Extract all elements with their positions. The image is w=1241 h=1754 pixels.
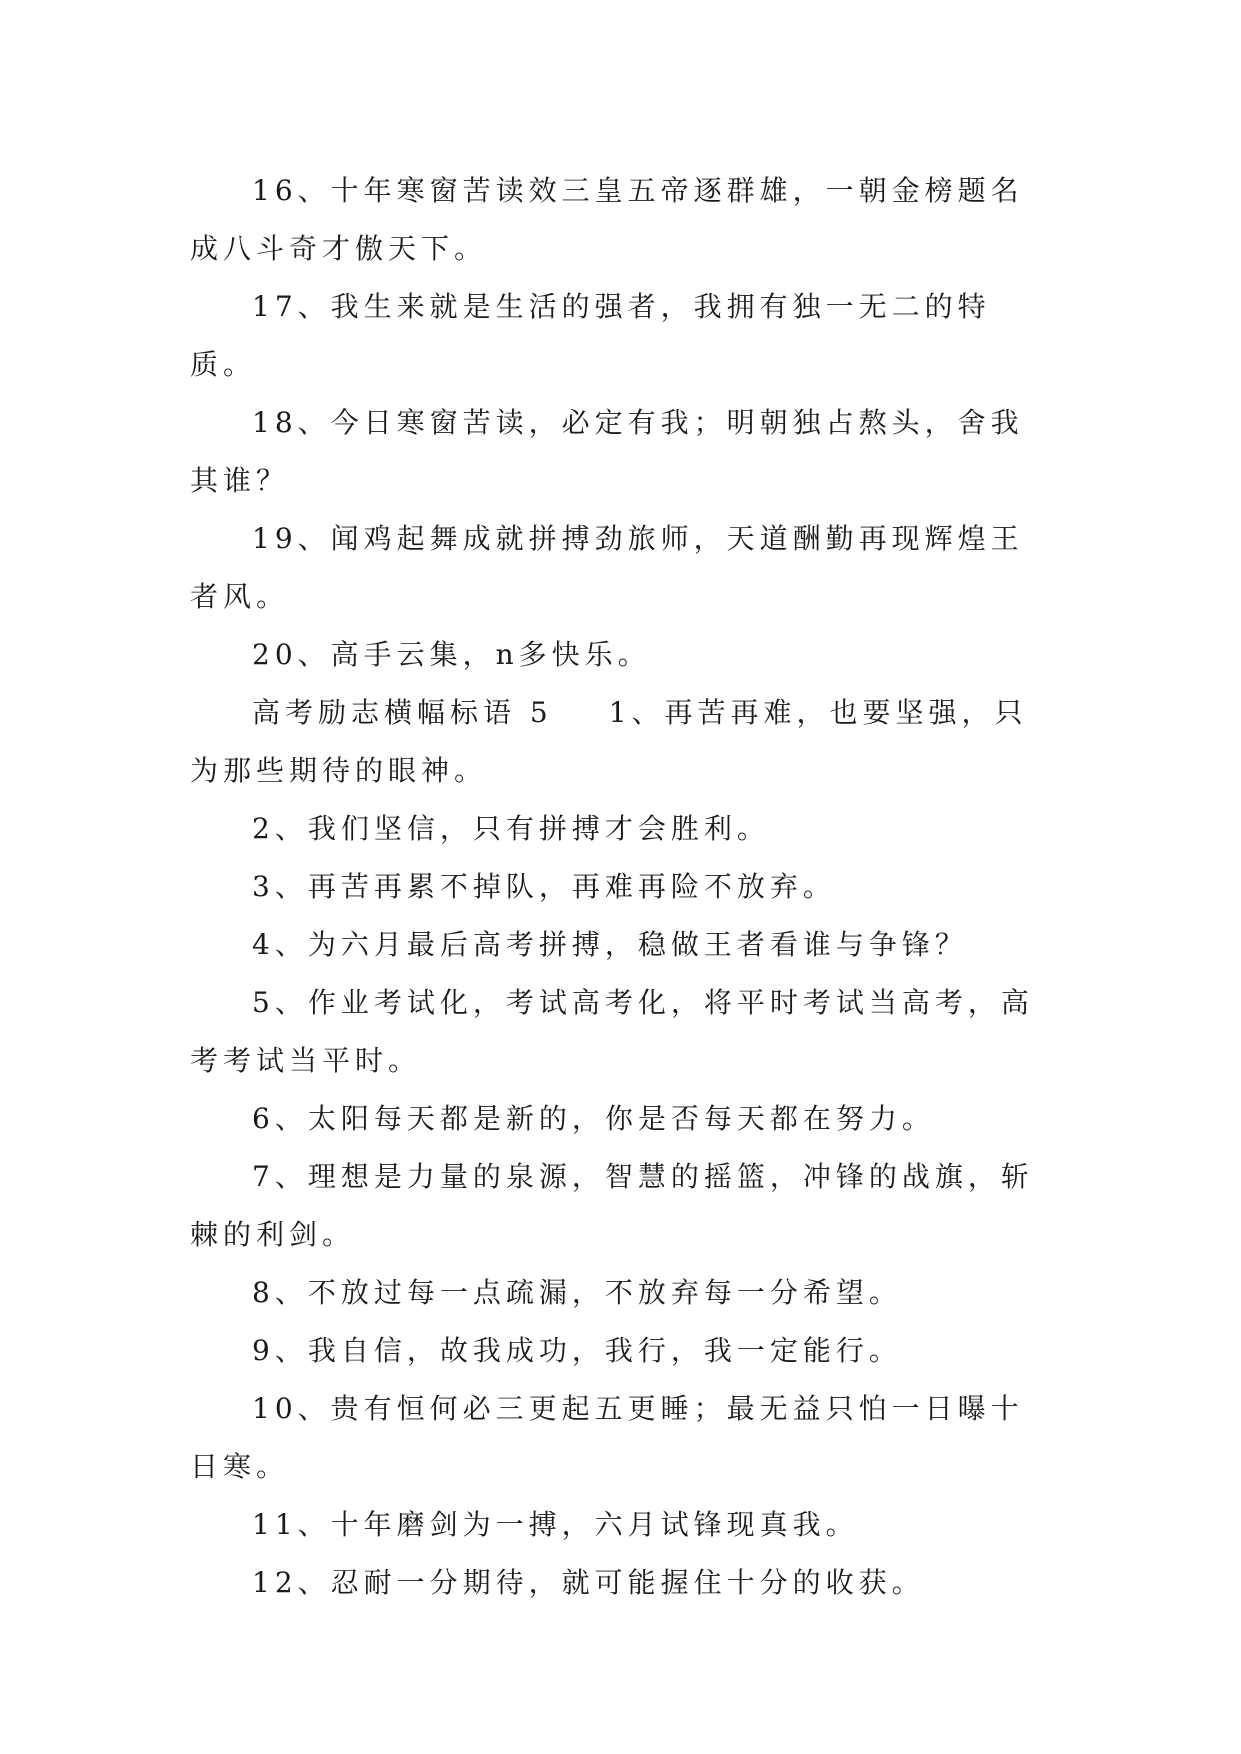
section-heading: 高考励志横幅标语 5 [252,696,553,729]
paragraph: 17、我生来就是生活的强者，我拥有独一无二的特质。 [190,290,991,381]
list-item: 3、再苦再累不掉队，再难再险不放弃。 [252,870,836,903]
list-item: 4、为六月最后高考拼搏，稳做王者看谁与争锋？ [252,928,968,961]
list-item: 11、十年磨剑为一搏，六月试锋现真我。 [252,1508,859,1541]
list-item: 2、我们坚信，只有拼搏才会胜利。 [252,812,770,845]
list-item: 7、理想是力量的泉源，智慧的摇篮，冲锋的战旗，斩棘的利剑。 [190,1160,1034,1251]
section-paragraph [190,684,1050,800]
list-item: 6、太阳每天都是新的，你是否每天都在努力。 [252,1102,935,1135]
paragraph: 16、十年寒窗苦读效三皇五帝逐群雄，一朝金榜题名成八斗奇才傲天下。 [190,174,1024,265]
list-item: 5、作业考试化，考试高考化，将平时考试当高考，高考考试当平时。 [190,986,1034,1077]
list-item: 9、我自信，故我成功，我行，我一定能行。 [252,1334,902,1367]
document-body [190,162,1050,1612]
paragraph: 19、闻鸡起舞成就拼搏劲旅师，天道酬勤再现辉煌王者风。 [190,522,1024,613]
list-item: 8、不放过每一点疏漏，不放弃每一分希望。 [252,1276,902,1309]
list-item: 12、忍耐一分期待，就可能握住十分的收获。 [252,1566,925,1599]
paragraph: 18、今日寒窗苦读，必定有我；明朝独占熬头，舍我其谁？ [190,406,1024,497]
paragraph: 20、高手云集，n多快乐。 [252,638,651,671]
list-item: 10、贵有恒何必三更起五更睡；最无益只怕一日曝十日寒。 [190,1392,1024,1483]
section-first-item: 1、再苦再难，也要坚强，只为那些期待的眼神。 [190,696,1028,787]
